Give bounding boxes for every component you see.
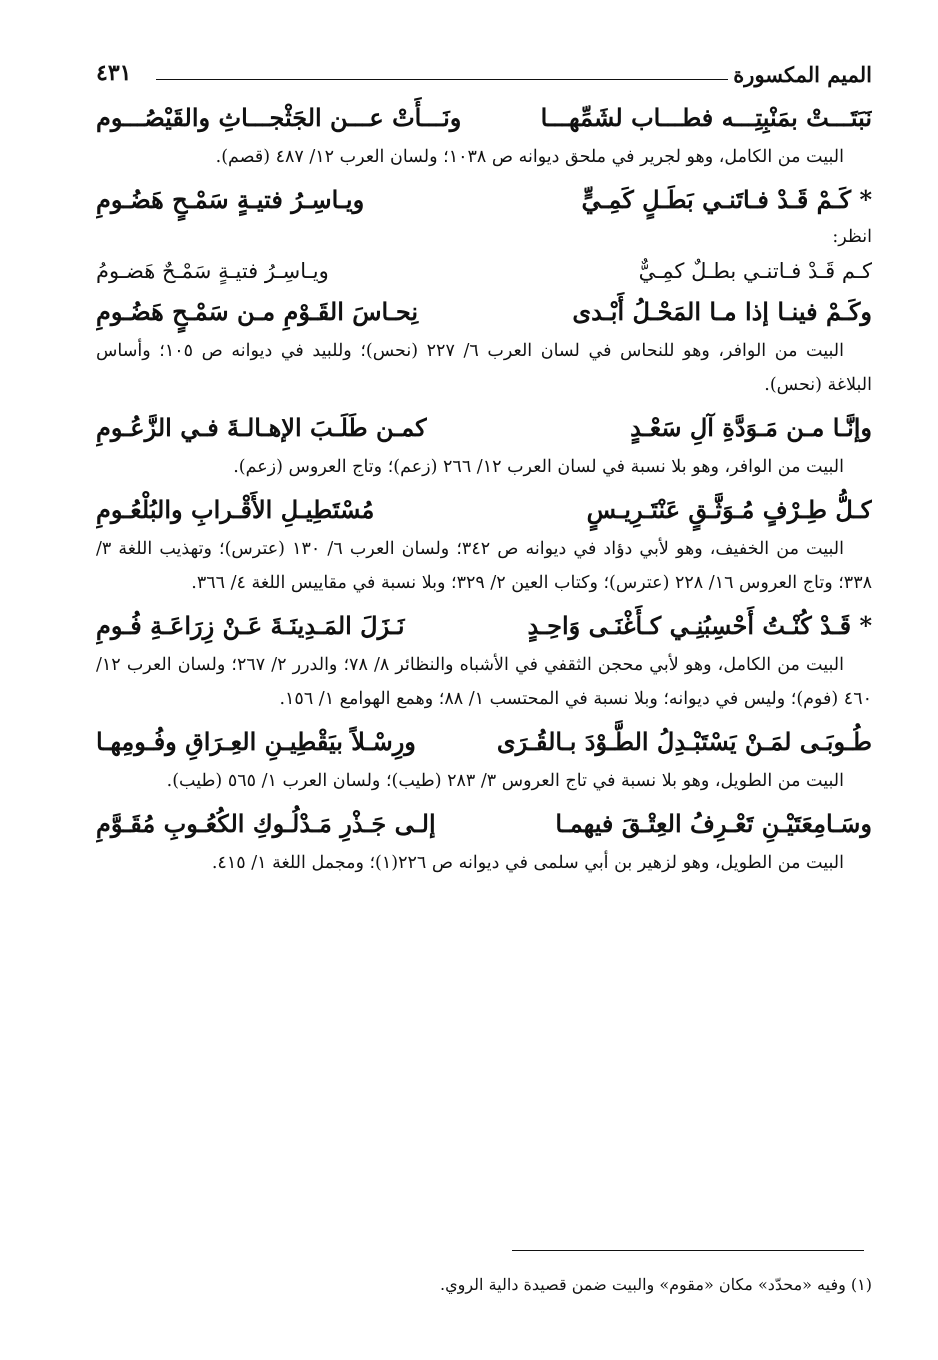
verse-second-hemistich: ونَـــأَتْ عـــن الجَثْجـــاثِ والقَيْصُـــوم <box>96 103 462 132</box>
verse-second-hemistich: إلـى جَـذْرِ مَـدْلُـوكِ الكُعُـوبِ مُقَـوَّمِ <box>96 809 436 838</box>
page-body <box>96 58 872 884</box>
verse-line <box>96 604 872 648</box>
see-also-label: انظر: <box>832 227 872 247</box>
verse-first-hemistich: طُـوبَـى لمَـنْ يَسْتَبْـدِلُ الطَّـوْدَ بـالقُـرَى <box>496 727 872 756</box>
verse-line <box>96 290 872 334</box>
verse-first-hemistich: * كَـمْ قَـدْ فـاتَنـي بَطَـلٍ كَمِـيٍّ <box>581 185 872 214</box>
verse-second-hemistich: نِحـاسَ القَـوْمِ مـن سَمْـحٍ هَضُـومِ <box>96 297 419 326</box>
verse-first-hemistich: وكَـمْ فينـا إذا مـا المَحْـلُ أَبْـدى <box>572 297 872 326</box>
reference-first-hemistich: كـم قَـدْ فـاتنـي بطـلٌ كمِـيٌّ <box>638 259 872 283</box>
verse-first-hemistich: كـلُّ طِـرْفٍ مُـوَثَّـقٍ عَنْتَـرِيـسٍ <box>586 495 872 524</box>
verse-second-hemistich: مُسْتَطِيـلِ الأَقْـرابِ والبُلْعُـومِ <box>96 495 375 524</box>
verse-commentary: البيت من الوافر، وهو للنحاس في لسان العرب ٦/ ٢٢٧ (نحس)؛ وللبيد في ديوانه ص ١٠٥؛ وأساس البلاغة (نحس). <box>96 341 872 395</box>
footnote-rule <box>512 1250 864 1251</box>
reference-second-hemistich: ويـاسِـرُ فتيـةٍ سَمْـحٌ هَضـومُ <box>96 259 329 283</box>
verse-second-hemistich: ورِسْـلاً بيَقْطِيـنِ العِـرَاقِ وفُـومِهـا <box>96 727 416 756</box>
verse-first-hemistich: وإنَّـا مـن مَـوَدَّةِ آلِ سَعْـدٍ <box>630 413 872 442</box>
header-rule <box>156 79 728 80</box>
footnote: (١) وفيه «محدّد» مكان «مقوم» والبيت ضمن قصيدة دالية الروي. <box>440 1275 872 1294</box>
verse-first-hemistich: * قَـدْ كُنْـتُ أَحْسِبُنِـي كـأَغْنَـى وَاحِـدٍ <box>527 611 872 640</box>
verse-commentary: البيت من الخفيف، وهو لأبي دؤاد في ديوانه ص ٣٤٢؛ ولسان العرب ٦/ ١٣٠ (عترس)؛ وتهذيب اللغة ٣/ ٣٣٨؛ وتاج العروس ١٦/ ٢٢٨ (عترس)؛ وكتاب العين ٢/ ٣٢٩؛ وبلا نسبة في مقاييس اللغة ٤/ ٣٦٦. <box>96 539 872 593</box>
verse-line <box>96 96 872 140</box>
verse-commentary: البيت من الوافر، وهو بلا نسبة في لسان العرب ١٢/ ٢٦٦ (زعم)؛ وتاج العروس (زعم). <box>233 457 844 477</box>
verse-commentary: البيت من الطويل، وهو لزهير بن أبي سلمى في ديوانه ص ٢٢٦(١)؛ ومجمل اللغة ١/ ٤١٥. <box>211 853 844 873</box>
chapter-title: الميم المكسورة <box>733 62 872 87</box>
reference-verse-line <box>96 252 872 290</box>
verse-first-hemistich: نَبَتَـــتْ بمَنْبِتِـــه فطـــاب لشَمِّهـــا <box>540 103 872 132</box>
verse-line <box>96 178 872 222</box>
running-header <box>96 58 872 96</box>
verse-second-hemistich: كمـن طَلَـبَ الإهـالـةَ فـي الزَّعُـومِ <box>96 413 427 442</box>
verse-line <box>96 802 872 846</box>
verse-first-hemistich: وسَـامِعَتَيْـنِ تَعْـرِفُ العِتْـقَ فيهمـا <box>555 809 872 838</box>
verse-line <box>96 488 872 532</box>
verse-second-hemistich: نَـزَلَ المَـدِينَـةَ عَـنْ زِرَاعَـةِ فُـومِ <box>96 611 405 640</box>
verse-line <box>96 720 872 764</box>
verse-second-hemistich: ويـاسِـرُ فتيـةٍ سَمْـحٍ هَضُـومِ <box>96 185 365 214</box>
verse-commentary: البيت من الطويل، وهو بلا نسبة في تاج العروس ٣/ ٢٨٣ (طيب)؛ ولسان العرب ١/ ٥٦٥ (طيب). <box>166 771 844 791</box>
verse-commentary: البيت من الكامل، وهو لجرير في ملحق ديوانه ص ١٠٣٨؛ ولسان العرب ١٢/ ٤٨٧ (قصم). <box>215 147 844 167</box>
verse-line <box>96 406 872 450</box>
page-number: ٤٣١ <box>96 60 132 86</box>
verse-commentary: البيت من الكامل، وهو لأبي محجن الثقفي في الأشباه والنظائر ٨/ ٧٨؛ والدرر ٢/ ٢٦٧؛ ولسان العرب ١٢/ ٤٦٠ (فوم)؛ وليس في ديوانه؛ وبلا نسبة في المحتسب ١/ ٨٨؛ وهمع الهوامع ١/ ١٥٦. <box>96 655 872 709</box>
